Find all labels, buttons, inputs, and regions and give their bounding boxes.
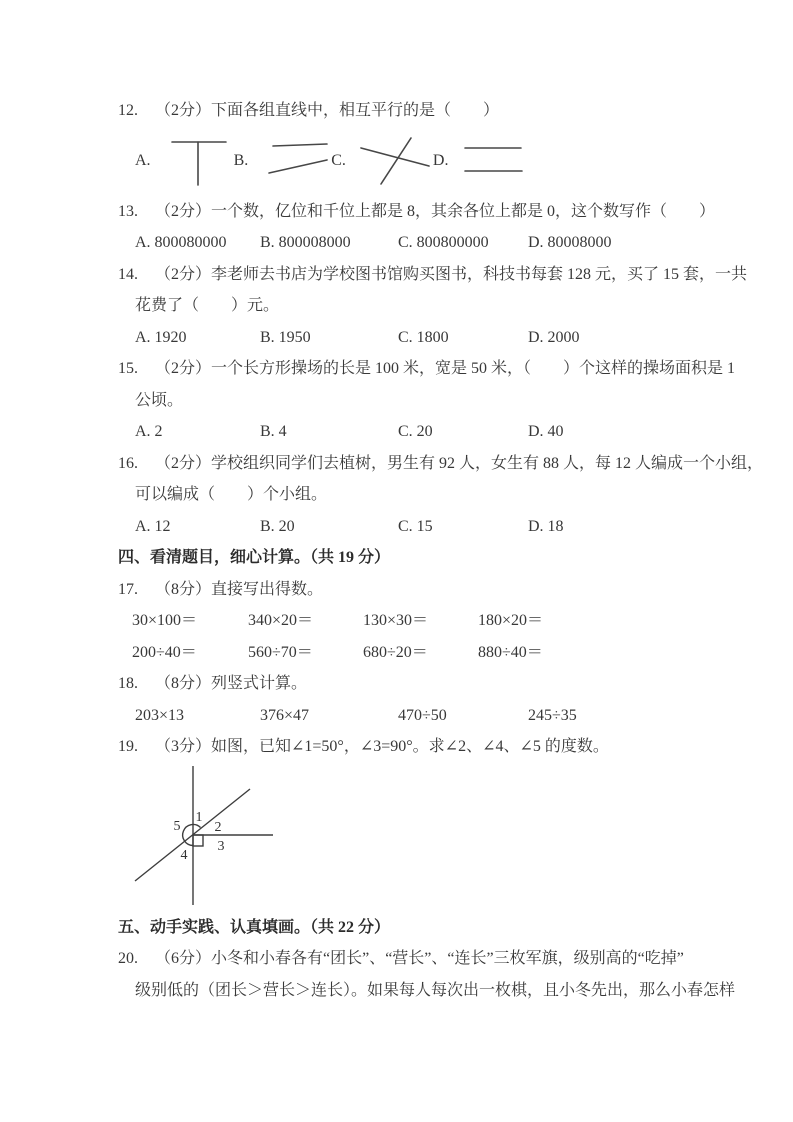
question-13-text: （2分）一个数，亿位和千位上都是 8，其余各位上都是 0，这个数写作（ ） [155, 202, 716, 220]
calc-expression: 880÷40＝ [478, 643, 543, 661]
question-20-text-line2: 级别低的（团长＞营长＞连长）。如果每人每次出一枚棋，且小冬先出，那么小春怎样 [135, 981, 736, 999]
parallel-lines-figure [459, 135, 527, 187]
option-d-label: D. [432, 152, 449, 169]
question-12 [0, 95, 793, 127]
calc-expression: 680÷20＝ [363, 643, 428, 661]
question-19-text: （3分）如图，已知∠1=50°，∠3=90°。求∠2、∠4、∠5 的度数。 [155, 738, 609, 755]
calc-expression: 203×13 [135, 706, 185, 724]
question-19 [0, 731, 793, 763]
option-c: C. 1800 [398, 328, 449, 346]
option-b: B. 20 [260, 517, 295, 535]
option-a: A. 12 [135, 517, 171, 535]
section-5-heading: 五、动手实践、认真填画。（共 22 分） [118, 918, 391, 936]
question-19-figure-wrap [0, 763, 793, 912]
angle-label-2: 2 [214, 819, 222, 835]
question-14 [0, 259, 793, 291]
question-15-number: 15. [118, 360, 138, 377]
option-d [433, 135, 528, 187]
t-intersecting-lines-figure [162, 135, 234, 187]
option-c: C. 800800000 [398, 234, 489, 251]
question-17-number: 17. [118, 580, 138, 598]
option-a: A. 2 [135, 423, 163, 440]
question-19-number: 19. [118, 738, 138, 755]
option-a [135, 135, 234, 187]
question-14-options [0, 322, 793, 354]
question-16-text-line2: 可以编成（ ）个小组。 [135, 486, 328, 503]
question-18-number: 18. [118, 675, 138, 692]
question-16-number: 16. [118, 454, 138, 472]
question-15-options [0, 416, 793, 448]
option-a: A. 800080000 [135, 234, 227, 251]
option-c [331, 135, 433, 187]
question-12-option-figures [0, 127, 793, 196]
right-angle-mark [193, 835, 203, 846]
question-15-text-line1: （2分）一个长方形操场的长是 100 米，宽是 50 米，（ ）个这样的操场面积是 1 [155, 360, 736, 377]
question-15 [0, 353, 793, 385]
nonparallel-lines-figure [259, 135, 331, 187]
question-20-number: 20. [118, 950, 138, 967]
angle-label-3: 3 [217, 838, 225, 854]
question-16-options [0, 511, 793, 543]
angle-label-5: 5 [173, 818, 181, 834]
question-18-row [0, 700, 793, 732]
question-12-number: 12. [118, 102, 138, 119]
option-c-label: C. [331, 152, 346, 169]
calc-expression: 560÷70＝ [248, 643, 313, 661]
question-20-text-line1: （6分）小冬和小春各有“团长”、“营长”、“连长”三枚军旗，级别高的“吃掉” [155, 950, 684, 967]
calc-expression: 200÷40＝ [132, 643, 197, 661]
question-12-text: （2分）下面各组直线中，相互平行的是（ ） [155, 102, 500, 119]
angle-label-1: 1 [195, 809, 203, 825]
angles-figure [130, 763, 290, 912]
option-b: B. 800008000 [260, 234, 351, 251]
question-18 [0, 668, 793, 700]
option-d: D. 80008000 [528, 234, 612, 251]
section-4-heading: 四、看清题目，细心计算。（共 19 分） [118, 549, 391, 566]
option-d: D. 2000 [528, 328, 580, 346]
question-16 [0, 448, 793, 480]
calc-expression: 130×30＝ [363, 612, 429, 629]
question-16-text-line1: （2分）学校组织同学们去植树，男生有 92 人，女生有 88 人，每 12 人编成一个小组， [155, 454, 764, 472]
calc-expression: 180×20＝ [478, 612, 544, 629]
angle-label-4: 4 [180, 847, 188, 863]
option-a: A. 1920 [135, 328, 187, 346]
calc-expression: 470÷50 [398, 706, 447, 724]
crossing-lines-figure [357, 135, 433, 187]
question-13 [0, 196, 793, 228]
option-c: C. 15 [398, 517, 433, 535]
option-b: B. 1950 [260, 328, 311, 346]
question-14-text-line2: 花费了（ ）元。 [135, 297, 280, 314]
question-18-text: （8分）列竖式计算。 [155, 675, 308, 692]
option-b-label: B. [233, 152, 249, 169]
option-b: B. 4 [260, 423, 287, 440]
calc-expression: 340×20＝ [248, 612, 314, 629]
question-17-row1 [0, 605, 793, 637]
option-d: D. 40 [528, 423, 564, 440]
option-c: C. 20 [398, 423, 433, 440]
question-14-text-line1: （2分）李老师去书店为学校图书馆购买图书，科技书每套 128 元，买了 15 套，一共 [155, 265, 748, 283]
question-20 [0, 943, 793, 975]
option-d: D. 18 [528, 517, 564, 535]
calc-expression: 30×100＝ [132, 612, 198, 629]
question-17-row2 [0, 637, 793, 669]
option-b [234, 135, 332, 187]
option-a-label: A. [135, 152, 151, 169]
question-13-number: 13. [118, 202, 138, 220]
question-14-number: 14. [118, 265, 138, 283]
question-13-options [0, 227, 793, 259]
question-17-text: （8分）直接写出得数。 [155, 580, 324, 598]
calc-expression: 245÷35 [528, 706, 577, 724]
calc-expression: 376×47 [260, 706, 310, 724]
question-15-text-line2: 公顷。 [135, 391, 184, 409]
question-17 [0, 574, 793, 606]
